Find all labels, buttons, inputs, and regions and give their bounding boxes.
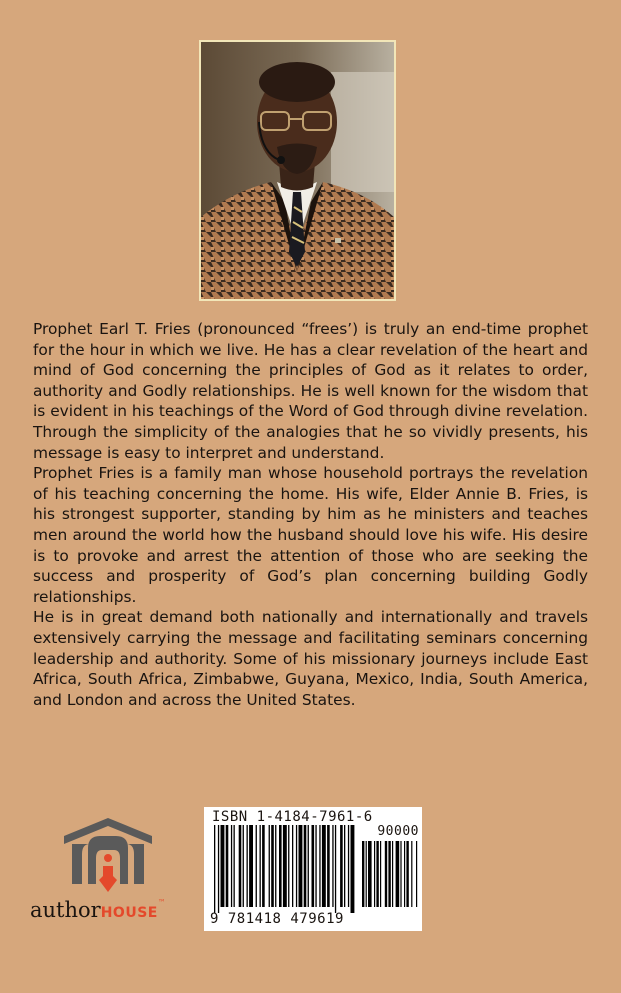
barcode-bar	[292, 825, 293, 907]
barcode-bar	[239, 825, 242, 907]
barcode-bar	[256, 825, 257, 907]
barcode-addon-bar	[385, 841, 387, 907]
barcode-bar	[262, 825, 265, 907]
barcode-bar	[234, 825, 235, 907]
barcode-bar	[299, 825, 303, 907]
barcode-addon-bar	[376, 841, 378, 907]
barcode-bar	[322, 825, 326, 907]
barcode-bar	[340, 825, 343, 907]
barcode-addon-bar	[416, 841, 417, 907]
house-icon	[58, 814, 158, 894]
barcode-bar	[260, 825, 261, 907]
wordmark-author: author	[30, 898, 101, 922]
barcode-addon-bar	[411, 841, 412, 907]
barcode-addon-bar	[380, 841, 381, 907]
isbn-barcode	[204, 807, 422, 931]
trademark-symbol: ™	[157, 898, 166, 907]
barcode-bar	[226, 825, 229, 907]
author-biography	[33, 319, 588, 710]
barcode-bar	[249, 825, 253, 907]
barcode-addon-bar	[400, 841, 401, 907]
price-code: 90000	[377, 824, 419, 839]
barcode-bar	[279, 825, 282, 907]
barcode-bar	[351, 825, 355, 913]
barcode-addon-bar	[396, 841, 400, 907]
barcode-addon-bar	[392, 841, 393, 907]
ean-digits: 9 781418 479619	[210, 911, 344, 927]
barcode-bar	[296, 825, 297, 907]
barcode-bar	[308, 825, 309, 907]
isbn-label: ISBN 1-4184-7961-6	[212, 809, 373, 825]
barcode-bar	[214, 825, 215, 913]
barcode-bar	[275, 825, 276, 907]
barcode-addon-bar	[366, 841, 367, 907]
barcode-bar	[344, 825, 345, 907]
barcode-bar	[335, 825, 336, 913]
author-portrait-image	[201, 42, 394, 299]
barcode-bar	[247, 825, 248, 907]
barcode-bar	[348, 825, 349, 907]
barcode-addon-bar	[362, 841, 364, 907]
bio-paragraph: Prophet Earl T. Fries (pronounced “frees’) is truly an end-time prophet for the hour in which we live. He has a clear revelation of the heart and mind of God concerning the principles of God as it relates to order, authority and Godly relationships. He is well known for the wisdom that is evident in his teachings of the Word of God through divine revelation. Through the simplicity of the analogies that he so vividly presents, his message is easy to interpret and understand.	[33, 320, 588, 462]
barcode-bar	[243, 825, 244, 907]
barcode-addon-bar	[406, 841, 408, 907]
barcode-bar	[271, 825, 274, 907]
barcode-bar	[319, 825, 320, 907]
publisher-logo	[30, 814, 195, 924]
barcode-bar	[312, 825, 315, 907]
barcode-bar	[327, 825, 330, 907]
bio-paragraph: He is in great demand both nationally and internationally and travels extensively carrying the message and facilitating seminars concerning leadership and authority. Some of his missionary journeys include East Africa, South Africa, Zimbabwe, Guyana, Mexico, India, South America, and London and across the United States.	[33, 608, 588, 709]
barcode-bar	[221, 825, 225, 907]
barcode-addon-bar	[388, 841, 390, 907]
barcode-bar	[218, 825, 219, 913]
barcode-bar	[269, 825, 270, 907]
barcode-bar	[304, 825, 307, 907]
barcode-bar	[283, 825, 287, 907]
barcode-addon-bar	[368, 841, 372, 907]
barcode-bar	[315, 825, 316, 907]
wordmark-house: HOUSE	[100, 905, 158, 921]
publisher-wordmark	[30, 898, 166, 922]
barcode-bar	[332, 825, 333, 907]
barcode-addon-bar	[404, 841, 405, 907]
bio-paragraph: Prophet Fries is a family man whose household portrays the revelation of his teaching concerning the home. His wife, Elder Annie B. Fries, is his strongest supporter, standing by him as he ministers and teaches men around the world how the husband should love his wife. His desire is to provoke and arrest the attention of those who are seeking the success and prosperity of God’s plan concerning building Godly relationships.	[33, 464, 588, 606]
author-photo	[199, 40, 396, 301]
barcode-bar	[231, 825, 232, 907]
barcode-addon-bar	[374, 841, 375, 907]
barcode-bar	[288, 825, 289, 907]
